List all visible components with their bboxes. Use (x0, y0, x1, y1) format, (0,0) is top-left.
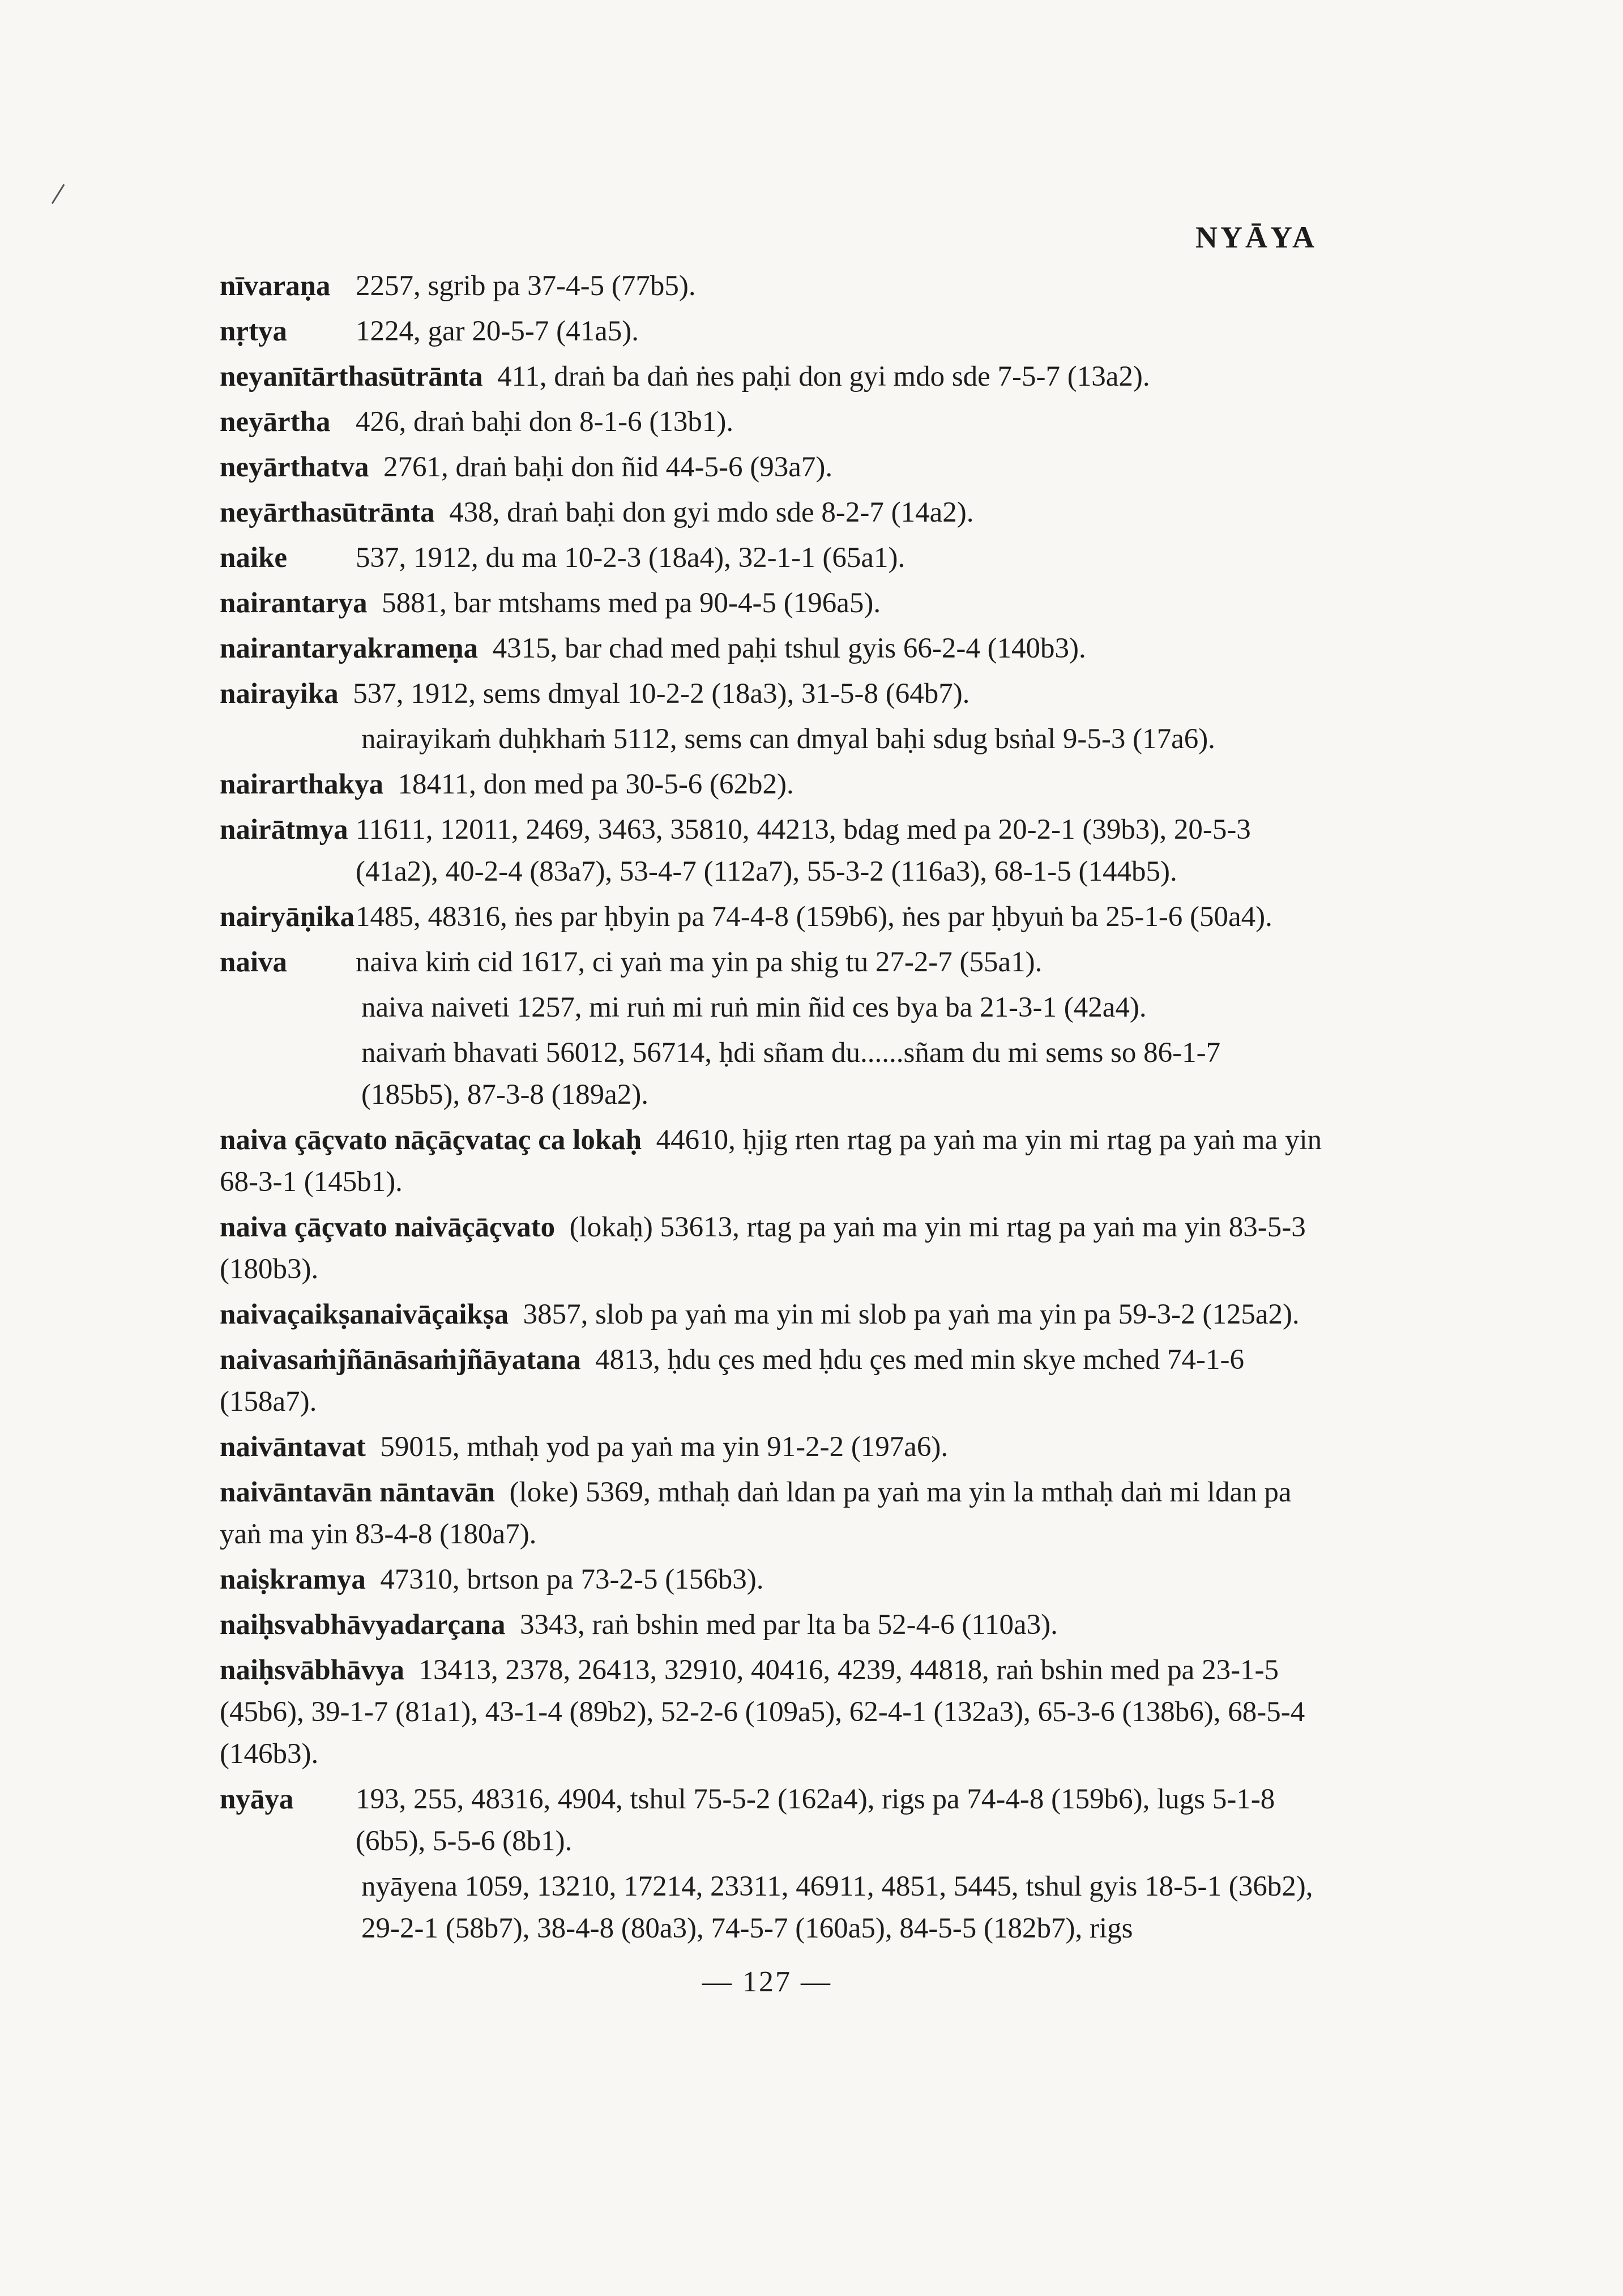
entry-nairarthakya (220, 763, 1324, 805)
entry-neyarthasutranta (220, 492, 1324, 534)
headword: nṛtya (220, 315, 287, 347)
stray-pencil-mark (52, 184, 65, 204)
headword: neyārtha (220, 406, 331, 438)
page-number: — 127 — (702, 1966, 832, 1998)
entry-text: 537, 1912, sems dmyal 10-2-2 (18a3), 31-5-8 (64b7). (353, 678, 970, 710)
entry-nrtya (220, 310, 1324, 352)
entry-text: 3343, raṅ bshin med par lta ba 52-4-6 (110a3). (519, 1609, 1058, 1641)
entry-text: 47310, brtson pa 73-2-5 (156b3). (380, 1564, 764, 1595)
entry-text: 5881, bar mtshams med pa 90-4-5 (196a5). (382, 587, 881, 619)
entry-nyaya (220, 1778, 1324, 1862)
entry-neyartha (220, 401, 1324, 443)
subentry-nairayikam (220, 718, 1324, 760)
entry-text: nyāyena 1059, 13210, 17214, 23311, 46911, 4851, 5445, tshul gyis 18-5-1 (36b2), 29-2-1 (58b7), 38-4-8 (80a3), 74-5-7 (160a5), 84-5-5 (182b7), rigs (361, 1871, 1313, 1944)
entry-naivacaiksanaivacaiksa (220, 1294, 1324, 1335)
subentry-nyayena (220, 1866, 1324, 1949)
headword: naiva (220, 946, 288, 978)
entry-naivantavan-nantavan (220, 1471, 1324, 1555)
headword: naiḥsvābhāvya (220, 1654, 404, 1686)
entry-naiva (220, 941, 1324, 983)
headword: naiḥsvabhāvyadarçana (220, 1609, 506, 1641)
entry-naiva-cacvato-nacacvatac (220, 1119, 1324, 1203)
entry-text: naivaṁ bhavati 56012, 56714, ḥdi sñam du......sñam du mi sems so 86-1-7 (185b5), 87-3-8 (189a2). (361, 1037, 1221, 1111)
headword: nyāya (220, 1783, 294, 1815)
entry-naivasamjnanasamjnayatana (220, 1339, 1324, 1423)
headword: nīvaraṇa (220, 270, 331, 302)
entry-text: 537, 1912, du ma 10-2-3 (18a4), 32-1-1 (65a1). (356, 542, 906, 574)
entry-text: 44610, ḥjig rten rtag pa yaṅ ma yin mi rtag pa yaṅ ma yin 68-3-1 (145b1). (220, 1124, 1322, 1198)
entry-text: 1485, 48316, ṅes par ḥbyin pa 74-4-8 (159b6), ṅes par ḥbyuṅ ba 25-1-6 (50a4). (356, 901, 1272, 933)
running-header: NYĀYA (1195, 220, 1317, 254)
entry-text: naiva naiveti 1257, mi ruṅ mi ruṅ min ñid ces bya ba 21-3-1 (42a4). (361, 992, 1147, 1023)
entry-list (220, 265, 1324, 1953)
entry-text: 59015, mthaḥ yod pa yaṅ ma yin 91-2-2 (197a6). (380, 1431, 949, 1463)
entry-naivantavat (220, 1426, 1324, 1468)
entry-text: 411, draṅ ba daṅ ṅes paḥi don gyi mdo sde 7-5-7 (13a2). (497, 361, 1150, 392)
headword: neyanītārthasūtrānta (220, 361, 483, 392)
entry-naiskramya (220, 1559, 1324, 1601)
entry-text: 18411, don med pa 30-5-6 (62b2). (398, 769, 794, 800)
entry-neyarthatva (220, 446, 1324, 488)
entry-text: nairayikaṁ duḥkhaṁ 5112, sems can dmyal baḥi sdug bsṅal 9-5-3 (17a6). (361, 723, 1215, 755)
entry-text: 2257, sgrib pa 37-4-5 (77b5). (356, 270, 696, 302)
entry-text: (lokaḥ) 53613, rtag pa yaṅ ma yin mi rtag pa yaṅ ma yin 83-5-3 (180b3). (220, 1211, 1306, 1285)
headword: naiṣkramya (220, 1564, 366, 1595)
entry-text: 3857, slob pa yaṅ ma yin mi slob pa yaṅ ma yin pa 59-3-2 (125a2). (523, 1299, 1300, 1330)
entry-text: (loke) 5369, mthaḥ daṅ ldan pa yaṅ ma yin la mthaḥ daṅ mi ldan pa yaṅ ma yin 83-4-8 (180a7). (220, 1476, 1292, 1550)
headword: neyārthatva (220, 451, 369, 483)
entry-nivarana (220, 265, 1324, 307)
headword: naivaçaikṣanaivāçaikṣa (220, 1299, 509, 1330)
entry-text: 426, draṅ baḥi don 8-1-6 (13b1). (356, 406, 734, 438)
headword: naivasaṁjñānāsaṁjñāyatana (220, 1344, 581, 1376)
entry-nairyanika (220, 896, 1324, 938)
entry-text: 4813, ḥdu çes med ḥdu çes med min skye mched 74-1-6 (158a7). (220, 1344, 1244, 1418)
entry-nairantaryakramena (220, 628, 1324, 669)
entry-text: 4315, bar chad med paḥi tshul gyis 66-2-4 (140b3). (492, 633, 1086, 664)
headword: naivāntavān nāntavān (220, 1476, 496, 1508)
entry-text: 193, 255, 48316, 4904, tshul 75-5-2 (162a4), rigs pa 74-4-8 (159b6), lugs 5-1-8 (6b5), 5-5-6 (8b1). (356, 1783, 1275, 1857)
headword: naivāntavat (220, 1431, 366, 1463)
entry-text: 2761, draṅ baḥi don ñid 44-5-6 (93a7). (383, 451, 833, 483)
entry-nairantarya (220, 582, 1324, 624)
headword: nairyāṇika (220, 901, 355, 933)
headword: nairantaryakrameṇa (220, 633, 479, 664)
entry-text: 1224, gar 20-5-7 (41a5). (356, 315, 639, 347)
subentry-naivam-bhavati (220, 1032, 1324, 1116)
headword: naiva çāçvato nāçāçvataç ca lokaḥ (220, 1124, 642, 1156)
entry-text: 438, draṅ baḥi don gyi mdo sde 8-2-7 (14a2). (449, 497, 974, 528)
entry-text: naiva kiṁ cid 1617, ci yaṅ ma yin pa shig tu 27-2-7 (55a1). (356, 946, 1043, 978)
headword: naiva çāçvato naivāçāçvato (220, 1211, 556, 1243)
entry-naihsvabhavya (220, 1649, 1324, 1775)
headword: naike (220, 542, 288, 574)
entry-text: 13413, 2378, 26413, 32910, 40416, 4239, 44818, raṅ bshin med pa 23-1-5 (45b6), 39-1-7 (81a1), 43-1-4 (89b2), 52-2-6 (109a5), 62-4-1 (132a3), 65-3-6 (138b6), 68-5-4 (146b3). (220, 1654, 1305, 1770)
entry-text: 11611, 12011, 2469, 3463, 35810, 44213, bdag med pa 20-2-1 (39b3), 20-5-3 (41a2), 40-2-4 (83a7), 53-4-7 (112a7), 55-3-2 (116a3), 68-1-5 (144b5). (356, 814, 1251, 887)
headword: neyārthasūtrānta (220, 497, 435, 528)
entry-naihsvabhavyadarcana (220, 1604, 1324, 1646)
entry-neyanitarthasutranta (220, 356, 1324, 398)
entry-nairayika (220, 673, 1324, 715)
entry-naiva-cacvato-naivacacvato (220, 1206, 1324, 1290)
headword: nairantarya (220, 587, 368, 619)
headword: nairātmya (220, 814, 348, 846)
headword: nairayika (220, 678, 339, 710)
entry-nairatmya (220, 809, 1324, 893)
entry-naike (220, 537, 1324, 579)
subentry-naiva-naiveti (220, 987, 1324, 1028)
headword: nairarthakya (220, 769, 384, 800)
